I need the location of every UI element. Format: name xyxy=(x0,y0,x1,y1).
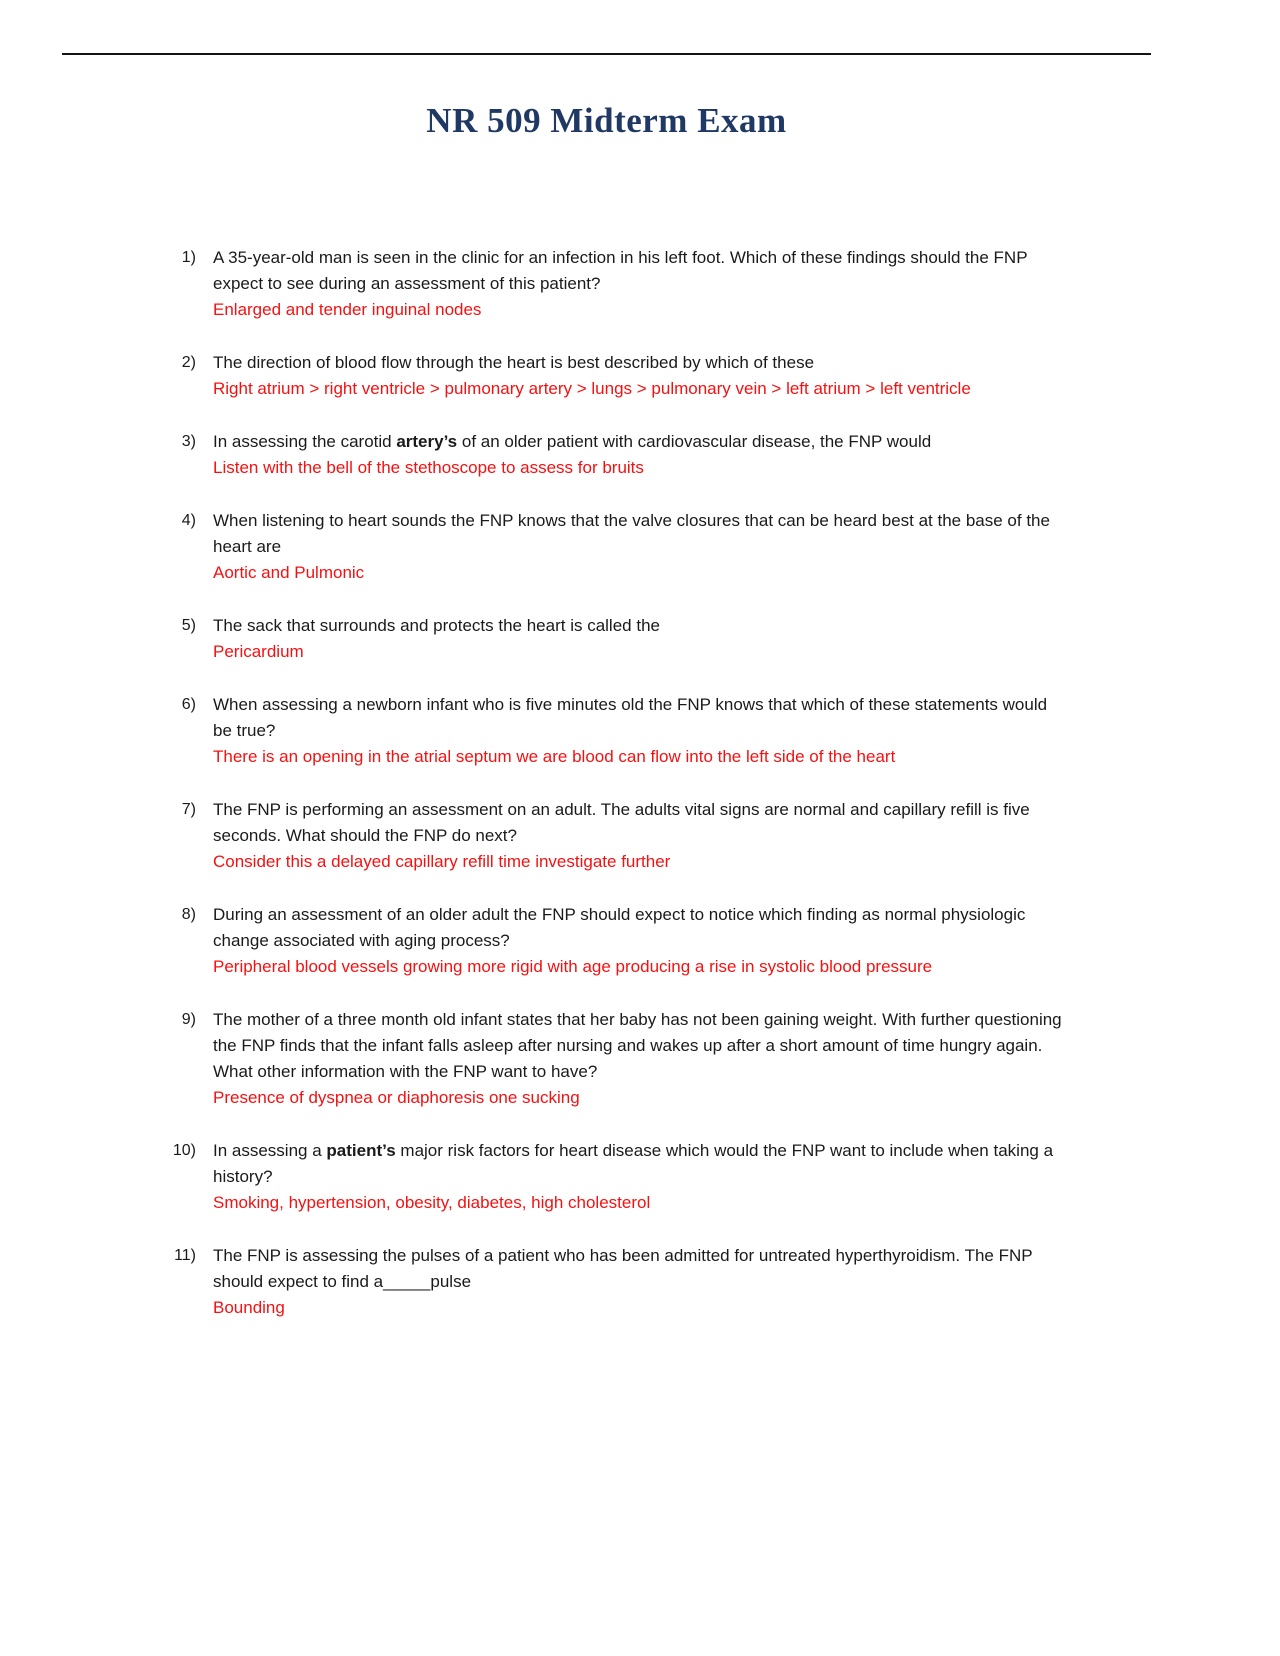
answer-text: Right atrium > right ventricle > pulmonary artery > lungs > pulmonary vein > left atrium > left ventricle xyxy=(213,379,971,398)
answer-text: Pericardium xyxy=(213,642,304,661)
question-text xyxy=(213,245,1069,297)
question-text-segment: major risk factors for heart disease which would the FNP want to include when taking a history? xyxy=(213,1141,1054,1186)
question-body xyxy=(213,1243,1069,1321)
answer-text: There is an opening in the atrial septum we are blood can flow into the left side of the heart xyxy=(213,747,896,766)
question-item xyxy=(160,797,1070,875)
question-text-bold-segment: artery’s xyxy=(396,432,458,451)
question-text-segment: The mother of a three month old infant states that her baby has not been gaining weight. With further questioning the FNP finds that the infant falls asleep after nursing and wakes up after a short amount of time hungry again. What other information with the FNP want to have? xyxy=(213,1010,1062,1081)
question-number: 4) xyxy=(181,512,196,529)
question-number: 9) xyxy=(181,1011,196,1028)
question-text xyxy=(213,429,1069,455)
question-text xyxy=(213,692,1069,744)
question-text-segment: The FNP is performing an assessment on an adult. The adults vital signs are normal and capillary refill is five seconds. What should the FNP do next? xyxy=(213,800,1030,845)
question-text xyxy=(213,1007,1069,1085)
question-text-segment: During an assessment of an older adult the FNP should expect to notice which finding as normal physiologic change associated with aging process? xyxy=(213,905,1026,950)
question-item xyxy=(160,902,1070,980)
question-text xyxy=(213,613,1069,639)
question-number: 3) xyxy=(181,433,196,450)
answer-text: Enlarged and tender inguinal nodes xyxy=(213,300,482,319)
question-number: 6) xyxy=(181,696,196,713)
question-item xyxy=(160,692,1070,770)
question-item xyxy=(160,245,1070,323)
question-body xyxy=(213,1007,1069,1111)
question-item xyxy=(160,1138,1070,1216)
answer-text: Presence of dyspnea or diaphoresis one sucking xyxy=(213,1088,580,1107)
question-number: 7) xyxy=(181,801,196,818)
question-text xyxy=(213,350,1069,376)
answer-text: Aortic and Pulmonic xyxy=(213,563,365,582)
question-text xyxy=(213,508,1069,560)
horizontal-rule xyxy=(62,53,1151,55)
question-text-segment: In assessing a xyxy=(213,1141,327,1160)
question-text xyxy=(213,797,1069,849)
question-number: 8) xyxy=(181,906,196,923)
question-body xyxy=(213,902,1069,980)
question-text-segment: The FNP is assessing the pulses of a patient who has been admitted for untreated hyperthyroidism. The FNP should expect to find a_____pulse xyxy=(213,1246,1033,1291)
question-body xyxy=(213,613,1069,665)
question-item xyxy=(160,508,1070,586)
question-text-segment: When assessing a newborn infant who is five minutes old the FNP knows that which of these statements would be true? xyxy=(213,695,1048,740)
question-body xyxy=(213,1138,1069,1216)
question-item xyxy=(160,1007,1070,1111)
question-body xyxy=(213,429,1069,481)
page-title: NR 509 Midterm Exam xyxy=(426,101,787,140)
question-text-segment: When listening to heart sounds the FNP knows that the valve closures that can be heard best at the base of the heart are xyxy=(213,511,1050,556)
question-item xyxy=(160,613,1070,665)
question-text-segment: The direction of blood flow through the heart is best described by which of these xyxy=(213,353,815,372)
question-text xyxy=(213,1138,1069,1190)
question-text xyxy=(213,1243,1069,1295)
question-number: 11) xyxy=(174,1247,196,1264)
question-body xyxy=(213,692,1069,770)
question-number: 1) xyxy=(181,249,196,266)
question-body xyxy=(213,797,1069,875)
question-number: 10) xyxy=(172,1142,196,1159)
question-body xyxy=(213,350,1069,402)
answer-text: Peripheral blood vessels growing more rigid with age producing a rise in systolic blood pressure xyxy=(213,957,933,976)
question-text-segment: The sack that surrounds and protects the heart is called the xyxy=(213,616,660,635)
question-item xyxy=(160,350,1070,402)
question-text-segment: of an older patient with cardiovascular disease, the FNP would xyxy=(457,432,932,451)
question-number: 2) xyxy=(181,354,196,371)
question-text-segment: In assessing the carotid xyxy=(213,432,397,451)
question-text-segment: A 35-year-old man is seen in the clinic for an infection in his left foot. Which of these findings should the FNP expect to see during an assessment of this patient? xyxy=(213,248,1028,293)
question-item xyxy=(160,429,1070,481)
question-body xyxy=(213,508,1069,586)
question-number: 5) xyxy=(181,617,196,634)
answer-text: Consider this a delayed capillary refill time investigate further xyxy=(213,852,671,871)
answer-text: Smoking, hypertension, obesity, diabetes, high cholesterol xyxy=(213,1193,651,1212)
question-body xyxy=(213,245,1069,323)
question-list xyxy=(160,245,1070,1348)
question-item xyxy=(160,1243,1070,1321)
question-text-bold-segment: patient’s xyxy=(326,1141,396,1160)
question-text xyxy=(213,902,1069,954)
answer-text: Bounding xyxy=(213,1298,285,1317)
answer-text: Listen with the bell of the stethoscope to assess for bruits xyxy=(213,458,644,477)
